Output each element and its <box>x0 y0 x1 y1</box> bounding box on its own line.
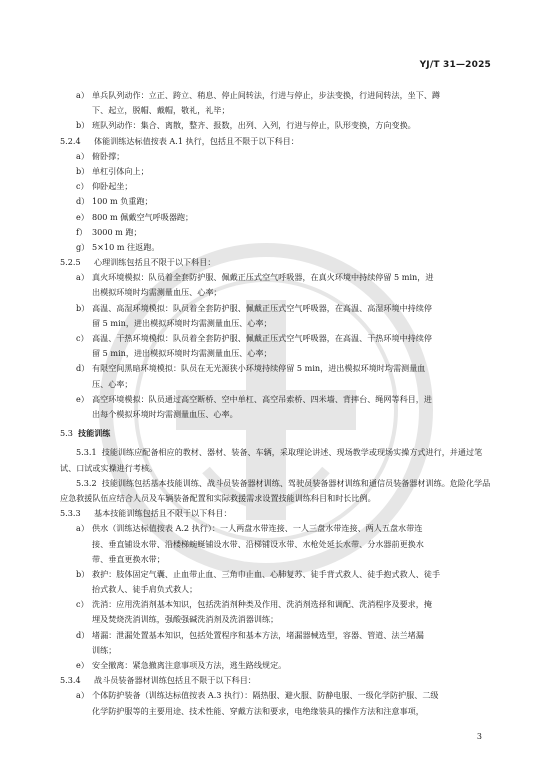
list-item-text: 个体防护装备（训练达标值按表 A.3 执行）：隔热服、避火服、防静电服、一级化学防护服、二级 <box>92 690 439 701</box>
list-item-text: 俯卧撑； <box>92 150 125 161</box>
list-item <box>60 521 492 536</box>
list-item-continuation: 抬式救人、徒手肩负式救人； <box>92 584 198 595</box>
list-item <box>60 194 492 209</box>
clause-number: 5.2.5 <box>60 257 81 268</box>
clause-number: 5.2.4 <box>60 135 81 146</box>
list-item-text: 高温、高湿环境模拟：队员着全套防护服、佩戴正压式空气呼吸器，在高温、高湿环境中持续停 <box>92 302 432 313</box>
list-item-text: 仰卧起坐； <box>92 181 133 192</box>
list-item-text: 有限空间黑暗环境模拟：队员在无光源狭小环境持续停留 5 min，进出模拟环境时均需测量血 <box>92 363 426 374</box>
clause-number: 5.3.4 <box>60 675 81 686</box>
list-item-text: 单杠引体向上； <box>92 165 149 176</box>
list-item-text: 供水（训练达标值按表 A.2 执行）：一人两盘水带连接、一人三盘水带连接、两人五盘水带连 <box>92 523 423 534</box>
list-item <box>60 628 492 643</box>
clause-number: 5.3.3 <box>60 508 81 519</box>
list-item-label: a） <box>76 90 89 100</box>
list-item-continuation: 带、垂直更换水带； <box>92 553 165 564</box>
list-item <box>60 270 492 285</box>
clause-paragraph <box>60 476 492 506</box>
list-item <box>60 164 492 179</box>
clause <box>60 506 492 521</box>
clause-number: 5.3.2 <box>76 477 97 488</box>
list-item <box>60 597 492 612</box>
list-item <box>60 179 492 194</box>
list-item-label: f） <box>76 226 88 237</box>
list-item-continuation: 下、起立，脱帽、戴帽，敬礼，礼毕； <box>92 105 230 116</box>
list-item-text: 5×10 m 往返跑。 <box>92 241 160 252</box>
list-item-text: 安全撤离：紧急撤离注意事项及方法，逃生路线规定。 <box>92 660 287 670</box>
list-item-text: 洗消：应用洗消剂基本知识，包括洗消剂种类及作用、洗消剂选择和调配、洗消程序及要求，掩 <box>92 599 432 610</box>
list-item-label: b） <box>76 302 90 313</box>
list-item-label: d） <box>76 363 90 374</box>
clause-text: 战斗员装备器材训练包括且不限于以下科目： <box>94 675 256 686</box>
list-item-text: 堵漏：泄漏处置基本知识，包括处置程序和基本方法，堵漏器械选型，容器、管道、法兰堵漏 <box>92 629 424 640</box>
list-item-label: g） <box>76 241 90 252</box>
document-code-header: YJ/T 31—2025 <box>419 60 491 70</box>
list-item-continuation: 埋及焚烧洗消训练，强酸强碱洗消剂及洗消器训练； <box>92 614 279 625</box>
list-item-label: b） <box>76 568 90 579</box>
list-item-label: c） <box>76 333 89 343</box>
list-item-text: 高温、干热环境模拟：队员着全套防护服、佩戴正压式空气呼吸器，在高温、干热环境中持续停 <box>92 333 432 343</box>
list-item-label: a） <box>76 272 89 283</box>
clause <box>60 134 492 149</box>
list-item-label: e） <box>76 393 89 404</box>
list-item-text: 3000 m 跑； <box>92 226 142 237</box>
page-number: 3 <box>476 732 482 741</box>
list-item <box>60 392 492 407</box>
list-item-text: 单兵队列动作：立正、跨立、稍息、停止间转法，行进与停止，步法变换，行进间转法，坐下、蹲 <box>92 90 441 100</box>
list-item <box>60 118 492 133</box>
clause-text: 心理训练包括且不限于以下科目： <box>94 257 216 268</box>
list-item <box>60 225 492 240</box>
document-body <box>60 88 492 719</box>
list-item <box>60 361 492 376</box>
list-item <box>60 149 492 164</box>
list-item-continuation: 留 5 min，进出模拟环境时均需测量血压、心率； <box>92 317 272 328</box>
list-item <box>60 567 492 582</box>
list-item-label: a） <box>76 150 89 161</box>
list-item <box>60 688 492 703</box>
list-item <box>60 88 492 103</box>
list-item-label: d） <box>76 629 90 640</box>
list-item-text: 100 m 负重跑； <box>92 196 153 207</box>
list-item-continuation: 出模拟环境时均需测量血压、心率； <box>92 287 222 298</box>
list-item-label: b） <box>76 120 90 131</box>
clause <box>60 255 492 270</box>
list-item-label: e） <box>76 211 89 222</box>
list-item-label: c） <box>76 599 89 610</box>
list-item-label: a） <box>76 690 89 701</box>
list-item-continuation: 出每个模拟环境时均需测量血压、心率。 <box>92 408 238 419</box>
section-number: 5.3 <box>60 428 73 439</box>
list-item-text: 班队列动作：集合、离散，整齐、报数，出列、入列，行进与停止，队形变换，方向变换。 <box>92 120 416 131</box>
list-item-continuation: 留 5 min，进出模拟环境时均需测量血压、心率； <box>92 348 272 359</box>
section-title: 技能训练 <box>78 428 111 439</box>
clause <box>60 673 492 688</box>
list-item <box>60 240 492 255</box>
list-item <box>60 658 492 673</box>
list-item-continuation: 压、心率； <box>92 378 133 389</box>
list-item-continuation: 化学防护服等的主要用途、技术性能、穿戴方法和要求，电绝缘装具的操作方法和注意事项， <box>92 705 424 716</box>
list-item-label: d） <box>76 196 90 207</box>
list-item <box>60 210 492 225</box>
clause-paragraph <box>60 445 492 475</box>
list-item-text: 真火环境模拟：队员着全套防护服、佩戴正压式空气呼吸器，在真火环境中持续停留 5 min，进 <box>92 272 434 283</box>
clause-text: 技能训练应配备相应的教材、器材、装备、车辆，采取理论讲述、现场教学或现场实操方式进行，并通过笔试、口试或实操进行考核。 <box>60 447 483 473</box>
section-heading <box>60 426 492 441</box>
list-item-label: e） <box>76 660 89 670</box>
list-item-label: c） <box>76 181 89 192</box>
list-item <box>60 331 492 346</box>
list-item-label: b） <box>76 165 90 176</box>
list-item-text: 救护：肢体固定气囊、止血带止血、三角巾止血、心肺复苏、徒手背式救人、徒手抱式救人、徒手 <box>92 568 441 579</box>
list-item-label: a） <box>76 523 89 534</box>
list-item-text: 800 m 佩戴空气呼吸器跑； <box>92 211 194 222</box>
clause-text: 体能训练达标值按表 A.1 执行，包括且不限于以下科目： <box>94 135 299 146</box>
list-item-text: 高空环境模拟：队员通过高空断桥、空中单杠、高空吊索桥、四米墙、背摔台、绳网等科目，进 <box>92 393 432 404</box>
clause-number: 5.3.1 <box>76 447 97 458</box>
list-item-continuation: 接、垂直铺设水带、沿楼梯蜿蜒铺设水带、沿梯铺设水带、水枪处延长水带、分水器前更换水 <box>92 538 424 549</box>
clause-text: 基本技能训练包括且不限于以下科目： <box>94 508 232 519</box>
list-item-continuation: 训练； <box>92 644 117 655</box>
clause-text: 技能训练包括基本技能训练、战斗员装备器材训练、驾驶员装备器材训练和通信员装备器材训练。危险化学品应急救援队伍应结合人员及车辆装备配置和实际救援需求设置技能训练科目和时长比例。 <box>60 477 491 503</box>
list-item <box>60 301 492 316</box>
